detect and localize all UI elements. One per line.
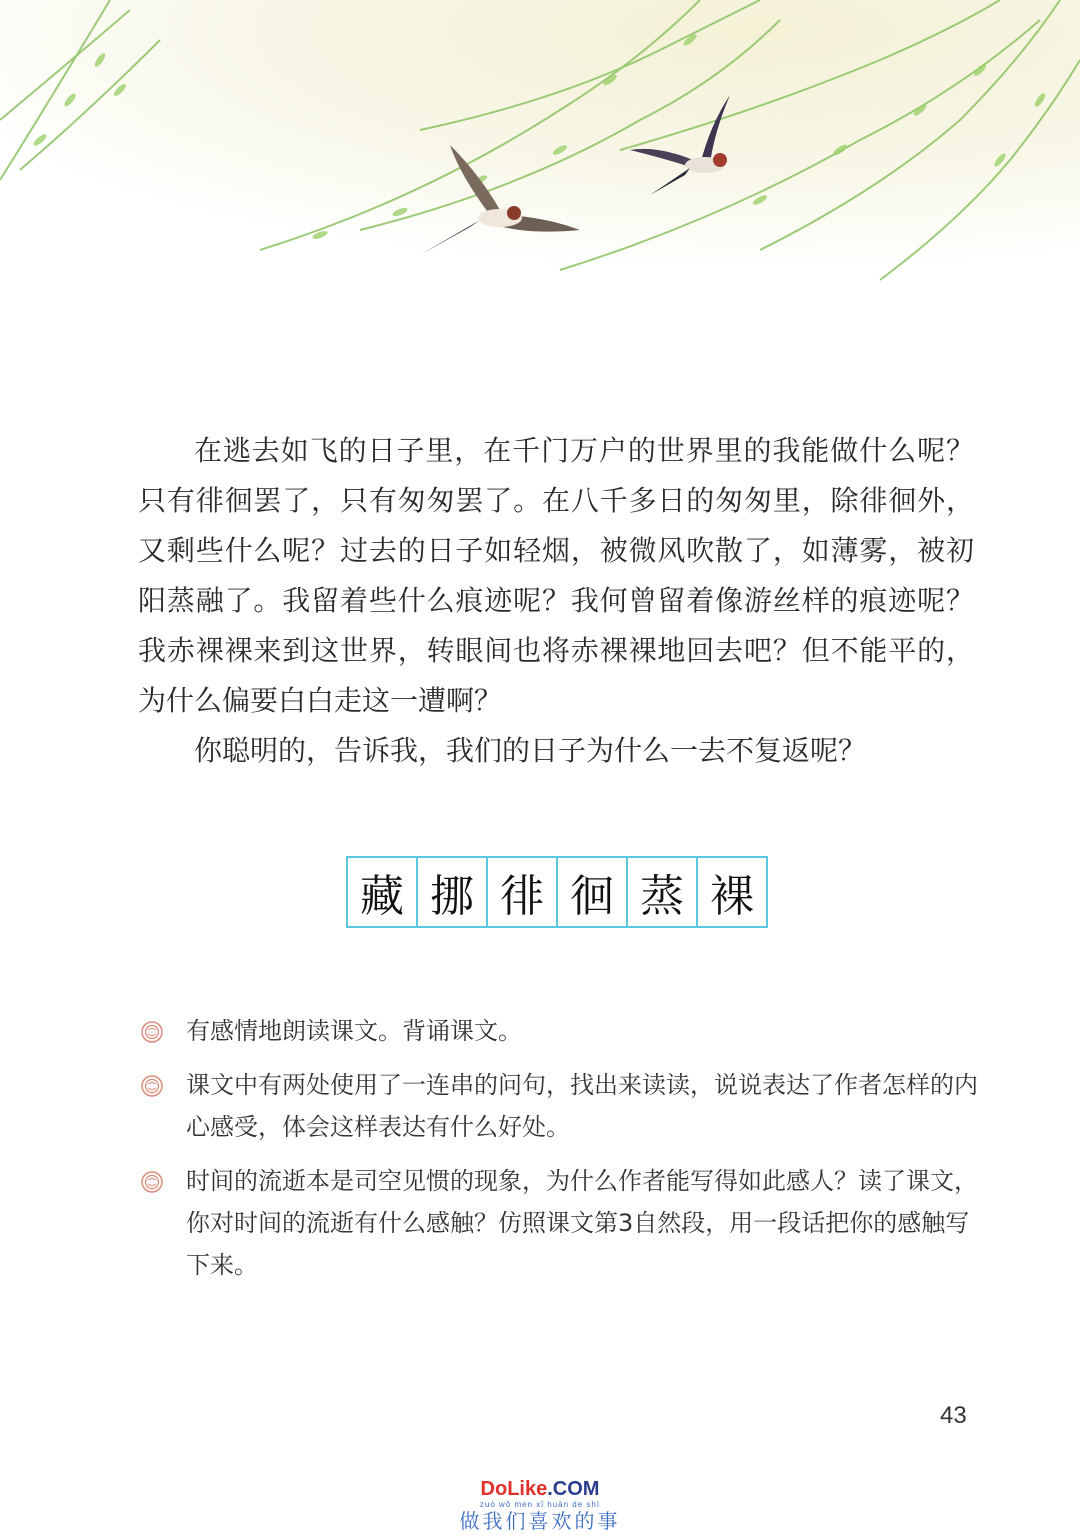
exercise-list [138,1010,978,1298]
character-cell: 挪 [418,858,488,926]
seal-bullet-icon [140,1074,164,1098]
character-cell: 藏 [348,858,418,926]
watermark-logo [440,1478,640,1500]
watermark [440,1478,640,1532]
seal-bullet-icon [140,1020,164,1044]
character-cell: 蒸 [628,858,698,926]
paragraph: 你聪明的，告诉我，我们的日子为什么一去不复返呢？ [194,734,867,767]
paragraph: 在逃去如飞的日子里，在千门万户的世界里的我能做什么呢？只有徘徊罢了，只有匆匆罢了。在八千多日的匆匆里，除徘徊外，又剩些什么呢？过去的日子如轻烟，被微风吹散了，如薄雾，被初阳蒸融了。我留着些什么痕迹呢？我何曾留着像游丝样的痕迹呢？我赤裸裸来到这世界，转眼间也将赤裸裸地回去吧？但不能平的，为什么偏要白白走这一遭啊？ [138,434,974,717]
character-cell: 裸 [710,871,754,922]
watermark-logo-part2: .COM [547,1478,600,1500]
header-illustration [0,0,1080,300]
character-cell: 徊 [558,858,628,926]
exercise-text: 课文中有两处使用了一连串的问句，找出来读读，说说表达了作者怎样的内心感受，体会这样表达有什么好处。 [186,1071,978,1141]
watermark-logo-part1: DoLike [480,1478,548,1500]
watermark-pinyin: zuò wǒ men xǐ huān de shì [479,1500,601,1509]
exercise-text: 时间的流逝本是司空见惯的现象，为什么作者能写得如此感人？读了课文，你对时间的流逝有什么感触？仿照课文第3自然段，用一段话把你的感触写下来。 [186,1167,978,1279]
character-cell: 徘 [488,858,558,926]
exercise-item [138,1160,978,1286]
watermark-slogan: 做我们喜欢的事 [459,1509,621,1533]
exercise-item [138,1010,978,1052]
exercise-item [138,1064,978,1148]
new-characters-box [346,856,768,928]
exercise-text: 有感情地朗读课文。背诵课文。 [186,1017,522,1045]
page-number: 43 [940,1402,967,1429]
seal-bullet-icon [140,1170,164,1194]
passage [138,426,974,776]
